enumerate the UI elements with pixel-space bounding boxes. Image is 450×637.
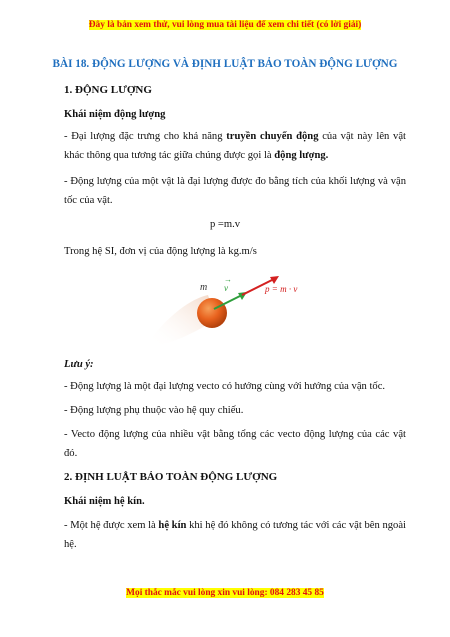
lesson-title: BÀI 18. ĐỘNG LƯỢNG VÀ ĐỊNH LUẬT BẢO TOÀN ĐỘNG LƯỢNG [52, 58, 398, 70]
preview-banner [0, 20, 450, 30]
ball [197, 298, 227, 328]
text-run: - Đại lượng đặc trưng cho khả năng [64, 131, 227, 142]
velocity-arrow-mark: → [224, 275, 232, 284]
bold-run: động lượng. [274, 150, 329, 161]
contact-banner [0, 588, 450, 598]
velocity-label: v [224, 283, 228, 293]
momentum-illustration [150, 275, 310, 350]
momentum-measure-paragraph: - Động lượng của một vật là đại lượng được đo bằng tích của khối lượng và vận tốc của vật. [64, 176, 406, 206]
momentum-definition-paragraph [64, 127, 406, 165]
text-run: - Một hệ được xem là [64, 520, 159, 531]
momentum-figure-svg [150, 275, 310, 350]
section2-subheading: Khái niệm hệ kín. [64, 496, 145, 507]
text-run: khi hệ đó không có tương tác với các vật bên ngoài hệ. [64, 520, 406, 550]
section1-heading: 1. ĐỘNG LƯỢNG [64, 84, 152, 96]
bold-run: truyền chuyển động [226, 131, 319, 142]
mass-label: m [200, 282, 208, 293]
momentum-formula: p =m.v [209, 219, 241, 230]
momentum-label: p = m · v [265, 284, 298, 294]
text-run: của vật này lên vật khác thông qua tương tác giữa chúng được gọi là [64, 131, 406, 161]
preview-banner-text: Đây là bản xem thử, vui lòng mua tài liệu để xem chi tiết (có lời giải) [88, 20, 362, 30]
note-label [64, 355, 406, 374]
note-1: - Động lượng là một đại lượng vecto có hướng cùng với hướng của vận tốc. [64, 381, 386, 392]
bold-run: hệ kín [158, 520, 187, 531]
closed-system-paragraph [64, 516, 406, 554]
contact-banner-text: Mọi thắc mắc vui lòng xin vui lòng: 084 283 45 85 [126, 588, 324, 598]
note-label-text: Lưu ý: [64, 359, 94, 370]
section2-heading: 2. ĐỊNH LUẬT BẢO TOÀN ĐỘNG LƯỢNG [64, 471, 278, 483]
note-2: - Động lượng phụ thuộc vào hệ quy chiếu. [64, 405, 244, 416]
section1-subheading: Khái niệm động lượng [64, 109, 166, 120]
si-unit-paragraph: Trong hệ SI, đơn vị của động lượng là kg.m/s [64, 246, 257, 257]
note-3: - Vecto động lượng của nhiều vật bằng tổng các vecto động lượng của các vật đó. [64, 429, 406, 459]
